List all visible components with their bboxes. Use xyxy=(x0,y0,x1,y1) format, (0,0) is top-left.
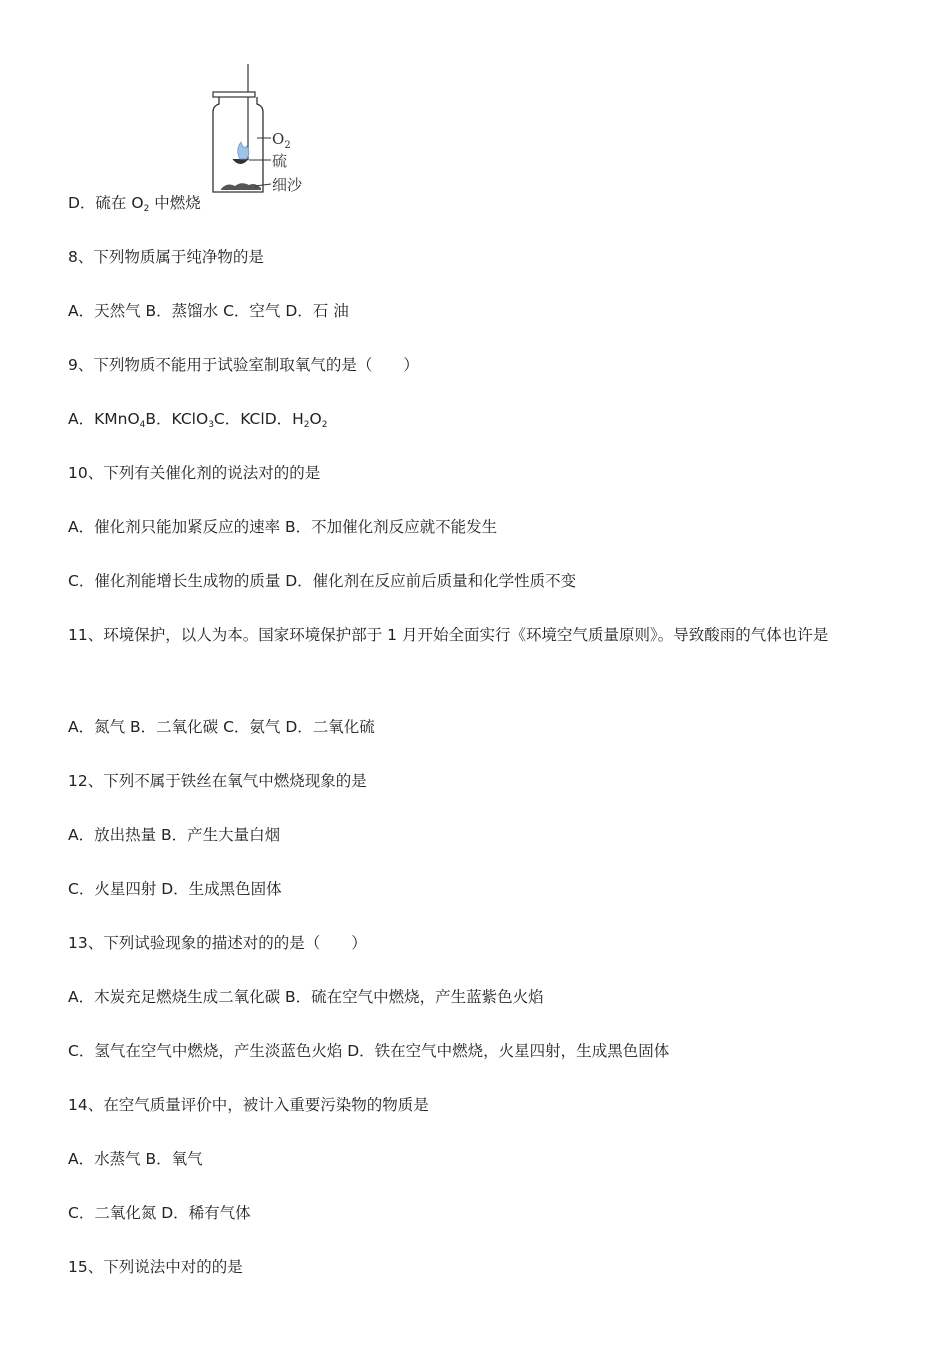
q9-options xyxy=(68,408,327,430)
q9-opt-b-sub: 3 xyxy=(208,420,214,430)
q9-opt-a: A．KMnO xyxy=(68,410,140,428)
q9-stem: 9、下列物质不能用于试验室制取氧气的是（ ） xyxy=(68,356,419,374)
q7-option-d-sub: 2 xyxy=(143,204,150,214)
q8-options: A．天然气 B．蒸馏水 C．空气 D．石 油 xyxy=(68,302,349,320)
q8-stem: 8、下列物质属于纯净物的是 xyxy=(68,248,264,266)
q12-options-cd: C．火星四射 D．生成黑色固体 xyxy=(68,880,282,898)
q13-options-ab: A．木炭充足燃烧生成二氧化碳 B．硫在空气中燃烧，产生蓝紫色火焰 xyxy=(68,988,544,1006)
q11-options: A．氮气 B．二氧化碳 C．氨气 D．二氧化硫 xyxy=(68,718,375,736)
q9-opt-b: B．KClO xyxy=(145,410,209,428)
q13-options-cd: C．氢气在空气中燃烧，产生淡蓝色火焰 D．铁在空气中燃烧，火星四射，生成黑色固体 xyxy=(68,1042,670,1060)
sulfur-burning-jar-diagram xyxy=(205,62,315,202)
q12-options-ab: A．放出热量 B．产生大量白烟 xyxy=(68,826,281,844)
diagram-label-sand: 细沙 xyxy=(272,176,303,194)
q7-option-d xyxy=(68,192,201,214)
q13-stem: 13、下列试验现象的描述对的的是（ ） xyxy=(68,934,367,952)
q9-opt-d-sub1: 2 xyxy=(303,420,310,430)
q9-opt-d-sub2: 2 xyxy=(321,420,328,430)
q15-stem: 15、下列说法中对的的是 xyxy=(68,1258,243,1276)
q9-opt-d-mid: O xyxy=(309,410,322,428)
diagram-label-o2: $O_2$ xyxy=(272,130,291,151)
q14-options-cd: C．二氧化氮 D．稀有气体 xyxy=(68,1204,251,1222)
q10-stem: 10、下列有关催化剂的说法对的的是 xyxy=(68,464,321,482)
q11-stem: 11、环境保护，以人为本。国家环境保护部于 1 月开始全面实行《环境空气质量原则》。导致酸雨的气体也许是 xyxy=(68,626,829,644)
q7-option-d-suffix: 中燃烧 xyxy=(149,194,201,212)
q14-stem: 14、在空气质量评价中，被计入重要污染物的物质是 xyxy=(68,1096,429,1114)
diagram-label-sulfur: 硫 xyxy=(272,152,288,170)
q10-options-ab: A．催化剂只能加紧反应的速率 B．不加催化剂反应就不能发生 xyxy=(68,518,498,536)
q9-opt-a-sub: 4 xyxy=(139,420,146,430)
q14-options-ab: A．水蒸气 B．氧气 xyxy=(68,1150,203,1168)
q9-opt-c: C．KClD．H xyxy=(213,410,304,428)
q10-options-cd: C．催化剂能增长生成物的质量 D．催化剂在反应前后质量和化学性质不变 xyxy=(68,572,577,590)
q12-stem: 12、下列不属于铁丝在氧气中燃烧现象的是 xyxy=(68,772,367,790)
q7-option-d-prefix: D．硫在 O xyxy=(68,194,144,212)
